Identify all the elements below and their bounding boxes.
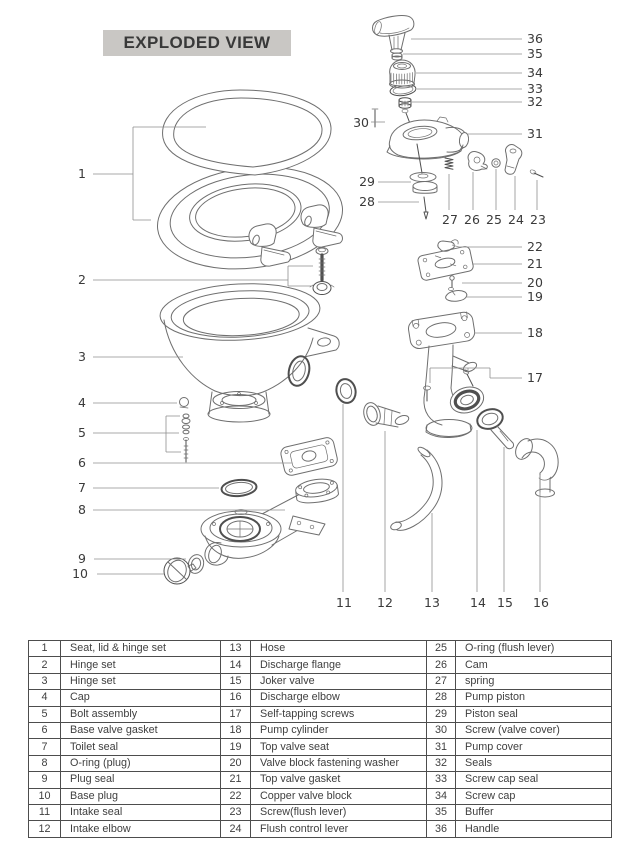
spring-art	[445, 158, 453, 169]
part-number-cell: 30	[427, 722, 456, 738]
part-number-cell: 15	[221, 673, 251, 689]
part-name-cell: Base plug	[61, 788, 221, 804]
part-name-cell: Screw(flush lever)	[251, 804, 427, 820]
part-name-cell: Screw cap	[456, 788, 612, 804]
table-row	[29, 657, 612, 673]
part-name-cell: Cam	[456, 657, 612, 673]
callout-number-28: 28	[359, 194, 375, 209]
part-number-cell: 1	[29, 641, 61, 657]
parts-table	[28, 640, 612, 838]
table-row	[29, 690, 612, 706]
callout-number-14: 14	[470, 595, 486, 610]
callout-number-22: 22	[527, 239, 543, 254]
part-name-cell: Screw cap seal	[456, 772, 612, 788]
part-number-cell: 10	[29, 788, 61, 804]
part-number-cell: 26	[427, 657, 456, 673]
part-name-cell: Top valve seat	[251, 739, 427, 755]
part-name-cell: O-ring (flush lever)	[456, 641, 612, 657]
part-number-cell: 22	[221, 788, 251, 804]
callout-number-13: 13	[424, 595, 440, 610]
part-number-cell: 20	[221, 755, 251, 771]
callout-number-30: 30	[353, 115, 369, 130]
intake-elbow-art	[361, 401, 410, 427]
part-name-cell: Flush control lever	[251, 821, 427, 837]
table-row	[29, 788, 612, 804]
part-number-cell: 24	[221, 821, 251, 837]
hinge-screw-art	[310, 248, 334, 295]
toilet-lid-art	[163, 90, 331, 175]
valve-cover-screw-art	[372, 109, 378, 127]
bowl-art	[159, 280, 340, 422]
part-name-cell: Intake seal	[61, 804, 221, 820]
table-row	[29, 772, 612, 788]
base-plug-art	[164, 558, 196, 585]
flush-lever-oring-art	[492, 159, 500, 167]
bolt-assembly-art	[182, 414, 190, 462]
part-number-cell: 18	[221, 722, 251, 738]
part-number-cell: 5	[29, 706, 61, 722]
part-number-cell: 29	[427, 706, 456, 722]
part-number-cell: 34	[427, 788, 456, 804]
callout-number-4: 4	[78, 395, 86, 410]
part-number-cell: 4	[29, 690, 61, 706]
part-name-cell: Plug seal	[61, 772, 221, 788]
callout-number-9: 9	[78, 551, 86, 566]
part-name-cell: O-ring (plug)	[61, 755, 221, 771]
part-name-cell: Pump cylinder	[251, 722, 427, 738]
callout-number-18: 18	[527, 325, 543, 340]
callout-number-19: 19	[527, 289, 543, 304]
intake-seal-art	[334, 377, 358, 404]
callout-number-12: 12	[377, 595, 393, 610]
joker-valve-art	[475, 406, 514, 449]
callout-number-23: 23	[530, 212, 546, 227]
part-name-cell: Hinge set	[61, 673, 221, 689]
part-name-cell: Cap	[61, 690, 221, 706]
discharge-elbow-art	[512, 436, 558, 497]
part-number-cell: 12	[29, 821, 61, 837]
hose-art	[390, 446, 442, 532]
part-number-cell: 8	[29, 755, 61, 771]
callout-number-31: 31	[527, 126, 543, 141]
leader-line-22	[452, 245, 522, 247]
part-name-cell: Discharge elbow	[251, 690, 427, 706]
part-number-cell: 3	[29, 673, 61, 689]
callout-number-2: 2	[78, 272, 86, 287]
callout-number-1: 1	[78, 166, 86, 181]
cam-art	[468, 152, 487, 171]
buffer-art	[392, 53, 402, 60]
part-name-cell: Base valve gasket	[61, 722, 221, 738]
part-name-cell: Joker valve	[251, 673, 427, 689]
part-number-cell: 7	[29, 739, 61, 755]
callout-number-33: 33	[527, 81, 543, 96]
table-row	[29, 821, 612, 837]
part-name-cell: Hose	[251, 641, 427, 657]
callout-number-5: 5	[78, 425, 86, 440]
part-name-cell: Buffer	[456, 804, 612, 820]
part-name-cell: Handle	[456, 821, 612, 837]
part-number-cell: 2	[29, 657, 61, 673]
fastening-washer-art	[449, 276, 455, 291]
part-name-cell: Hinge set	[61, 657, 221, 673]
part-number-cell: 11	[29, 804, 61, 820]
callout-number-3: 3	[78, 349, 86, 364]
callout-number-29: 29	[359, 174, 375, 189]
part-number-cell: 27	[427, 673, 456, 689]
callout-number-25: 25	[486, 212, 502, 227]
flush-lever-screw-art	[530, 169, 543, 177]
part-number-cell: 21	[221, 772, 251, 788]
callout-number-17: 17	[527, 370, 543, 385]
part-name-cell: spring	[456, 673, 612, 689]
part-number-cell: 36	[427, 821, 456, 837]
callout-number-35: 35	[527, 46, 543, 61]
part-name-cell: Toilet seal	[61, 739, 221, 755]
page-title-text: EXPLODED VIEW	[123, 33, 271, 52]
part-number-cell: 25	[427, 641, 456, 657]
part-name-cell: Bolt assembly	[61, 706, 221, 722]
table-row	[29, 804, 612, 820]
callout-number-11: 11	[336, 595, 352, 610]
callout-number-36: 36	[527, 31, 543, 46]
toilet-seal-art	[221, 479, 257, 498]
base-valve-gasket-art	[280, 436, 339, 476]
flush-lever-art	[505, 145, 522, 175]
part-number-cell: 32	[427, 755, 456, 771]
part-number-cell: 6	[29, 722, 61, 738]
callout-number-32: 32	[527, 94, 543, 109]
part-number-cell: 19	[221, 739, 251, 755]
callout-number-26: 26	[464, 212, 480, 227]
callout-number-10: 10	[72, 566, 88, 581]
part-name-cell: Top valve gasket	[251, 772, 427, 788]
callout-number-34: 34	[527, 65, 543, 80]
callout-number-20: 20	[527, 275, 543, 290]
part-name-cell: Intake elbow	[61, 821, 221, 837]
seals-art	[399, 98, 411, 109]
callout-number-6: 6	[78, 455, 86, 470]
part-name-cell: Seat, lid & hinge set	[61, 641, 221, 657]
callout-number-21: 21	[527, 256, 543, 271]
part-number-cell: 35	[427, 804, 456, 820]
part-name-cell: Pump cover	[456, 739, 612, 755]
callout-number-8: 8	[78, 502, 86, 517]
callout-number-27: 27	[442, 212, 458, 227]
part-name-cell: Seals	[456, 755, 612, 771]
part-number-cell: 33	[427, 772, 456, 788]
part-number-cell: 23	[221, 804, 251, 820]
part-name-cell: Piston seal	[456, 706, 612, 722]
leader-line-5	[93, 416, 181, 452]
part-number-cell: 14	[221, 657, 251, 673]
part-name-cell: Pump piston	[456, 690, 612, 706]
part-number-cell: 31	[427, 739, 456, 755]
table-row	[29, 641, 612, 657]
part-number-cell: 9	[29, 772, 61, 788]
table-row	[29, 739, 612, 755]
part-number-cell: 16	[221, 690, 251, 706]
part-name-cell: Valve block fastening washer	[251, 755, 427, 771]
part-number-cell: 28	[427, 690, 456, 706]
callout-number-7: 7	[78, 480, 86, 495]
leader-line-17	[430, 368, 522, 383]
part-name-cell: Screw (valve cover)	[456, 722, 612, 738]
cap-art	[180, 398, 189, 409]
table-row	[29, 722, 612, 738]
leader-line-2	[93, 266, 313, 286]
discharge-flange-art	[447, 383, 487, 417]
part-name-cell: Discharge flange	[251, 657, 427, 673]
callout-number-24: 24	[508, 212, 524, 227]
callout-number-16: 16	[533, 595, 549, 610]
table-row	[29, 755, 612, 771]
screw-cap-art	[390, 60, 416, 88]
pump-cover-art	[387, 117, 470, 159]
callout-number-15: 15	[497, 595, 513, 610]
part-name-cell: Copper valve block	[251, 788, 427, 804]
handle-art	[373, 16, 414, 54]
diagram-artwork	[152, 16, 559, 585]
table-row	[29, 706, 612, 722]
part-number-cell: 17	[221, 706, 251, 722]
table-row	[29, 673, 612, 689]
top-valve-seat-art	[446, 291, 467, 302]
part-number-cell: 13	[221, 641, 251, 657]
part-name-cell: Self-tapping screws	[251, 706, 427, 722]
